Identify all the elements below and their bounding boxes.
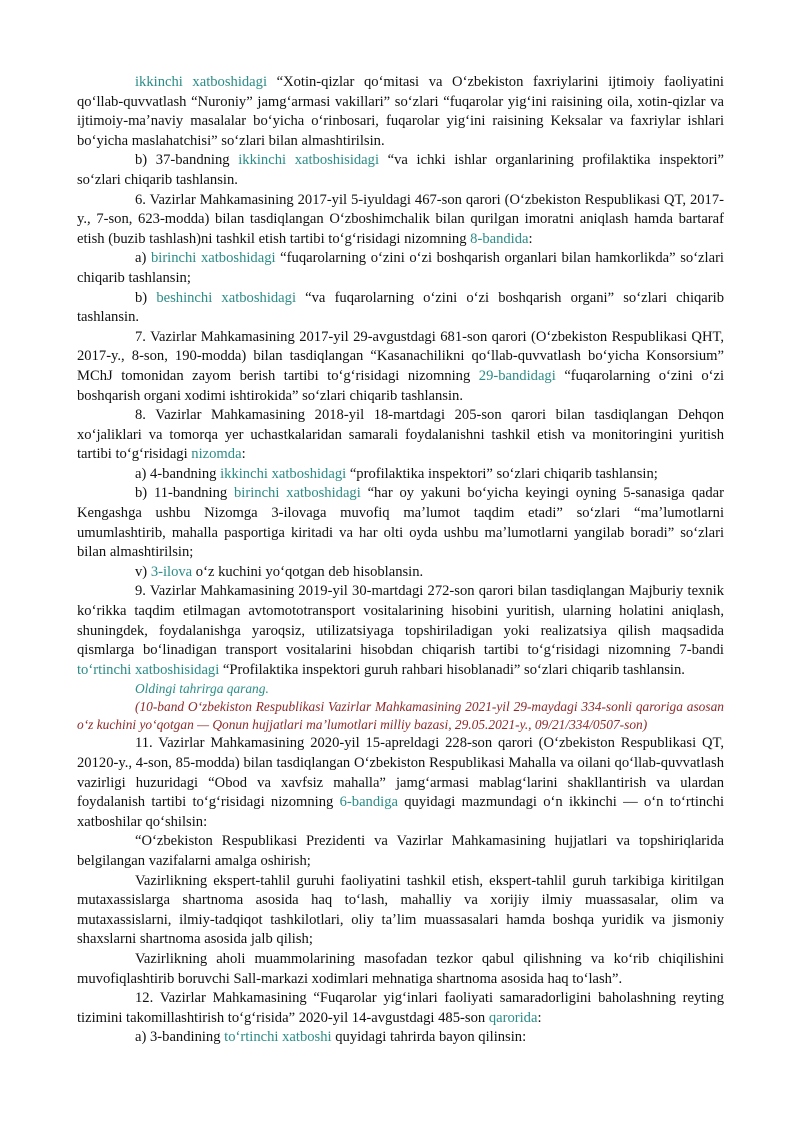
document-link[interactable]: 6-bandiga — [339, 794, 398, 811]
paragraph — [77, 406, 724, 465]
paragraph: “Oʻzbekiston Respublikasi Prezidenti va Vazirlar Mahkamasining hujjatlari va topshiriqlarida belgilangan vazifalarni amalga oshirish; — [77, 833, 724, 869]
document-link[interactable]: toʻrtinchi xatboshi — [224, 1029, 332, 1046]
paragraph-text: 6. Vazirlar Mahkamasining 2017-yil 5-iyuldagi 467-son qarori (Oʻzbekiston Respublikasi QT, 2017-y., 7-son, 623-modda) bilan tasdiqlangan Oʻzboshimchalik bilan qurilgan imoratni aniqlash hamda bartaraf etish (buzib tashlash)ni tashkil etish tartibi toʻgʻrisidagi nizomning — [77, 191, 724, 247]
paragraph-text: b) 11-bandning — [135, 485, 234, 502]
paragraph-text: a) 3-bandining — [135, 1029, 225, 1046]
paragraph-text: b) — [135, 289, 157, 306]
paragraph: Vazirlikning aholi muammolarining masofadan tezkor qabul qilishning va koʻrib chiqilishini muvofiqlashtirib boruvchi Sall-markazi xodimlari mehnatiga shartnoma asosida haq toʻlash”. — [77, 950, 724, 987]
paragraph-text: : — [528, 230, 533, 247]
paragraph-text: “Xotin-qizlar qoʻmitasi va Oʻzbekiston faxriylarini ijtimoiy faoliyatini qoʻllab-quvvatlash “Nuroniy” jamgʻarmasi vakillari” soʻzlari “fuqarolar yigʻini raisining oila, xotin-qizlar va ijtimoiy-maʼnaviy masalalar boʻyicha oʻrinbosari, fuqarolar yigʻini raisining Keksalar va faxriylar ishlari boʻyicha maslahatchisi” soʻzlari bilan almashtirilsin. — [77, 74, 724, 149]
paragraph-text: : — [537, 1009, 542, 1026]
paragraph-text: “fuqarolarning oʻzini oʻzi boshqarish organi xodimi ishtirokida” soʻzlari chiqarib tashlansin. — [77, 367, 725, 404]
paragraph-text: “har oy yakuni boʻyicha keyingi oyning 5-sanasiga qadar Kengashga ushbu Nizomga 3-ilovaga muvofiq maʼlumot taqdim etadi” soʻzlari “maʼlumotlarni umumlashtirib, mahalla pasportiga kiritadi va har olti oyda ushbu maʼlumotlarni yangilab boradi” soʻzlari bilan almashtirilsin; — [77, 485, 724, 561]
paragraph — [77, 249, 724, 288]
paragraph — [77, 465, 724, 485]
paragraph — [77, 151, 724, 190]
paragraph: Vazirlikning ekspert-tahlil guruhi faoliyatini tashkil etish, ekspert-tahlil guruh tarkibiga kiritilgan mutaxassislarga shartnoma asosida haq toʻlash, mahalliy va xorijiy ilmiy muassasalar, olim va mutaxassislarni, ilmiy-tadqiqot tashkilotlari, oliy taʼlim muassasalari hamda boshqa yuridik va jismoniy shaxslarni shartnoma asosida jalb qilish; — [77, 872, 724, 948]
document-link[interactable]: nizomda — [191, 446, 242, 463]
paragraph-text: v) — [135, 563, 151, 580]
paragraph — [77, 328, 724, 406]
document-link[interactable]: ikkinchi xatboshidagi — [135, 74, 267, 90]
paragraph-text: oʻz kuchini yoʻqotgan deb hisoblansin. — [192, 563, 424, 580]
paragraph-text: “va fuqarolarning oʻzini oʻzi boshqarish organi” soʻzlari chiqarib tashlansin. — [77, 289, 724, 326]
document-link[interactable]: 8-bandida — [470, 230, 529, 247]
document-link[interactable]: qaroriga — [635, 699, 683, 715]
paragraph-text: quyidagi tahrirda bayon qilinsin: — [331, 1029, 527, 1046]
paragraph — [77, 582, 724, 680]
document-link[interactable]: ikkinchi xatboshisidagi — [238, 152, 380, 169]
document-link[interactable]: beshinchi xatboshidagi — [156, 289, 296, 306]
paragraph — [77, 191, 724, 250]
document-page — [77, 73, 724, 1048]
paragraph — [77, 563, 724, 583]
paragraph-text: 9. Vazirlar Mahkamasining 2019-yil 30-martdagi 272-son qarori bilan tasdiqlangan Majburiy texnik koʻrikka taqdim etilmagan avtomototransport vositalarining hisobini yuritish, ularning holatini aniqlash, shuningdek, foydalanishga yaroqsiz, utilizatsiyaga topshiriladigan yoki realizatsiya qilish maqsadida qismlarga boʻlinadigan transport vositalarini hisobdan chiqarish tartibi toʻgʻrisidagi nizomning 7-bandi — [77, 583, 724, 659]
document-link[interactable]: qarorida — [488, 1009, 538, 1026]
document-link[interactable]: ikkinchi xatboshidagi — [220, 465, 347, 482]
document-link[interactable]: birinchi xatboshidagi — [150, 250, 276, 267]
paragraph-text: “va ichki ishlar organlarining profilaktika inspektori” soʻzlari chiqarib tashlansin. — [77, 152, 725, 188]
paragraph-text: quyidagi mazmundagi oʻn ikkinchi — oʻn toʻrtinchi xatboshilar qoʻshilsin: — [77, 794, 725, 830]
paragraph — [77, 734, 724, 832]
document-link[interactable]: birinchi xatboshidagi — [234, 485, 361, 502]
paragraph — [77, 1028, 724, 1048]
paragraph-text: a) 4-bandning — [135, 465, 221, 482]
paragraph — [77, 484, 724, 562]
paragraph-text: 7. Vazirlar Mahkamasining 2017-yil 29-avgustdagi 681-son qarori (Oʻzbekiston Respublikasi QHT, 2017-y., 8-son, 190-modda) bilan tasdiqlangan “Kasanachilikni qoʻllab-quvvatlash boʻyicha Konsorsium” MChJ tomonidan zayom berish tartibi toʻgʻrisidagi nizomning — [77, 328, 724, 384]
paragraph-text: 12. Vazirlar Mahkamasining “Fuqarolar yigʻinlari faoliyati samaradorligini baholashning reyting tizimini takomillashtirish toʻgʻrisida” 2020-yil 14-avgustdagi 485-son — [77, 990, 724, 1026]
paragraph-text: “Profilaktika inspektori guruh rahbari hisoblanadi” soʻzlari chiqarib tashlansin. — [219, 661, 685, 678]
paragraph-text: “fuqarolarning oʻzini oʻzi boshqarish organlari bilan hamkorlikda” soʻzlari chiqarib tashlansin; — [77, 250, 724, 286]
paragraph — [77, 73, 724, 151]
document-link[interactable]: 29-bandidagi — [478, 367, 556, 384]
paragraph — [77, 289, 724, 328]
paragraph-text: “profilaktika inspektori” soʻzlari chiqarib tashlansin; — [346, 465, 658, 482]
paragraph — [77, 989, 724, 1028]
previous-edition-link[interactable]: Oldingi tahrirga qarang. — [135, 681, 269, 697]
paragraph-text: 11. Vazirlar Mahkamasining 2020-yil 15-apreldagi 228-son qarori (Oʻzbekiston Respublikasi QT, 20120-y., 4-son, 85-modda) bilan tasdiqlangan Oʻzbekiston Respublikasi Mahalla va oilani qoʻllab-quvvatlash vazirligi huzuridagi “Obod va xavfsiz mahalla” jamgʻarmasi mablagʻlarini shakllantirish va ulardan foydalanish tartibi toʻgʻrisidagi nizomning — [77, 735, 724, 811]
document-link[interactable]: 3-ilova — [150, 563, 193, 580]
document-link[interactable]: toʻrtinchi xatboshisidagi — [77, 661, 220, 678]
paragraph-text: : — [241, 446, 246, 463]
paragraph-text: 8. Vazirlar Mahkamasining 2018-yil 18-martdagi 205-son qarori bilan tasdiqlangan Dehqon xoʻjaliklari va tomorqa yer uchastkalaridan samarali foydalanishni tashkil etish va monitoringini yuritish tartibi toʻgʻrisidagi — [77, 407, 724, 463]
note-text: (10-band Oʻzbekiston Respublikasi Vazirlar Mahkamasining 2021-yil 29-maydagi 334-sonli — [135, 699, 636, 715]
paragraph-text: b) 37-bandning — [135, 152, 239, 169]
paragraph-text: a) — [135, 250, 151, 267]
note-text: asosan oʻz kuchini yoʻqotgan — Qonun hujjatlari maʼlumotlari milliy bazasi, 29.05.2021-y., 09/21/334/0507-son) — [77, 699, 724, 733]
amendment-source-note — [77, 698, 724, 734]
